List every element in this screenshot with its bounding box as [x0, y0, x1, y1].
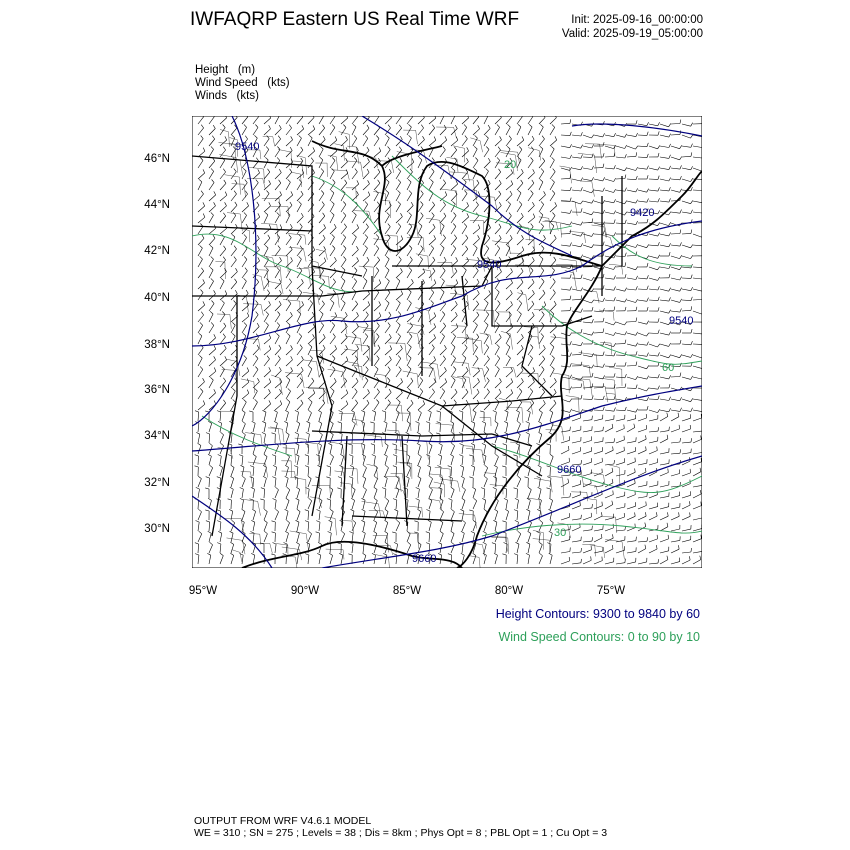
field-height: Height (m) — [195, 64, 256, 76]
lon-label: 85°W — [392, 585, 422, 597]
wind-speed-label: 60 — [662, 362, 675, 374]
weather-map — [192, 116, 702, 568]
lat-label: 38°N — [144, 339, 170, 351]
height-label: 9540 — [477, 259, 502, 271]
field-list — [195, 64, 290, 103]
height-label: 9660 — [557, 464, 582, 476]
valid-time: Valid: 2025-09-19_05:00:00 — [561, 28, 703, 40]
lat-label: 44°N — [144, 199, 170, 211]
height-label: 9540 — [669, 315, 694, 327]
height-label: 9660 — [412, 553, 437, 565]
wind-speed-label: 30 — [554, 527, 567, 539]
lat-label: 34°N — [144, 430, 170, 442]
map-title: IWFAQRP Eastern US Real Time WRF — [190, 9, 520, 30]
lon-label: 90°W — [290, 585, 320, 597]
model-config: WE = 310 ; SN = 275 ; Levels = 38 ; Dis = 8km ; Phys Opt = 8 ; PBL Opt = 1 ; Cu Opt = 3 — [194, 827, 608, 839]
lon-label: 95°W — [188, 585, 218, 597]
field-winds: Winds (kts) — [195, 90, 259, 102]
height-label: 9420 — [630, 207, 655, 219]
lon-label: 75°W — [596, 585, 626, 597]
height-label: 9540 — [235, 141, 260, 153]
model-version: OUTPUT FROM WRF V4.6.1 MODEL — [194, 815, 372, 827]
lat-label: 36°N — [144, 384, 170, 396]
model-info-footer — [194, 815, 607, 839]
init-time: Init: 2025-09-16_00:00:00 — [571, 14, 703, 26]
wind-speed-contour-legend: Wind Speed Contours: 0 to 90 by 10 — [498, 630, 700, 644]
wind-speed-label: 20 — [504, 159, 517, 171]
lat-label: 30°N — [144, 523, 170, 535]
lat-label: 40°N — [144, 292, 170, 304]
field-wind-speed: Wind Speed (kts) — [195, 77, 290, 89]
time-info — [562, 13, 703, 41]
lat-label: 32°N — [144, 477, 170, 489]
height-contour-legend: Height Contours: 9300 to 9840 by 60 — [495, 607, 700, 621]
lat-label: 46°N — [144, 153, 170, 165]
lon-label: 80°W — [494, 585, 524, 597]
lat-label: 42°N — [144, 245, 170, 257]
